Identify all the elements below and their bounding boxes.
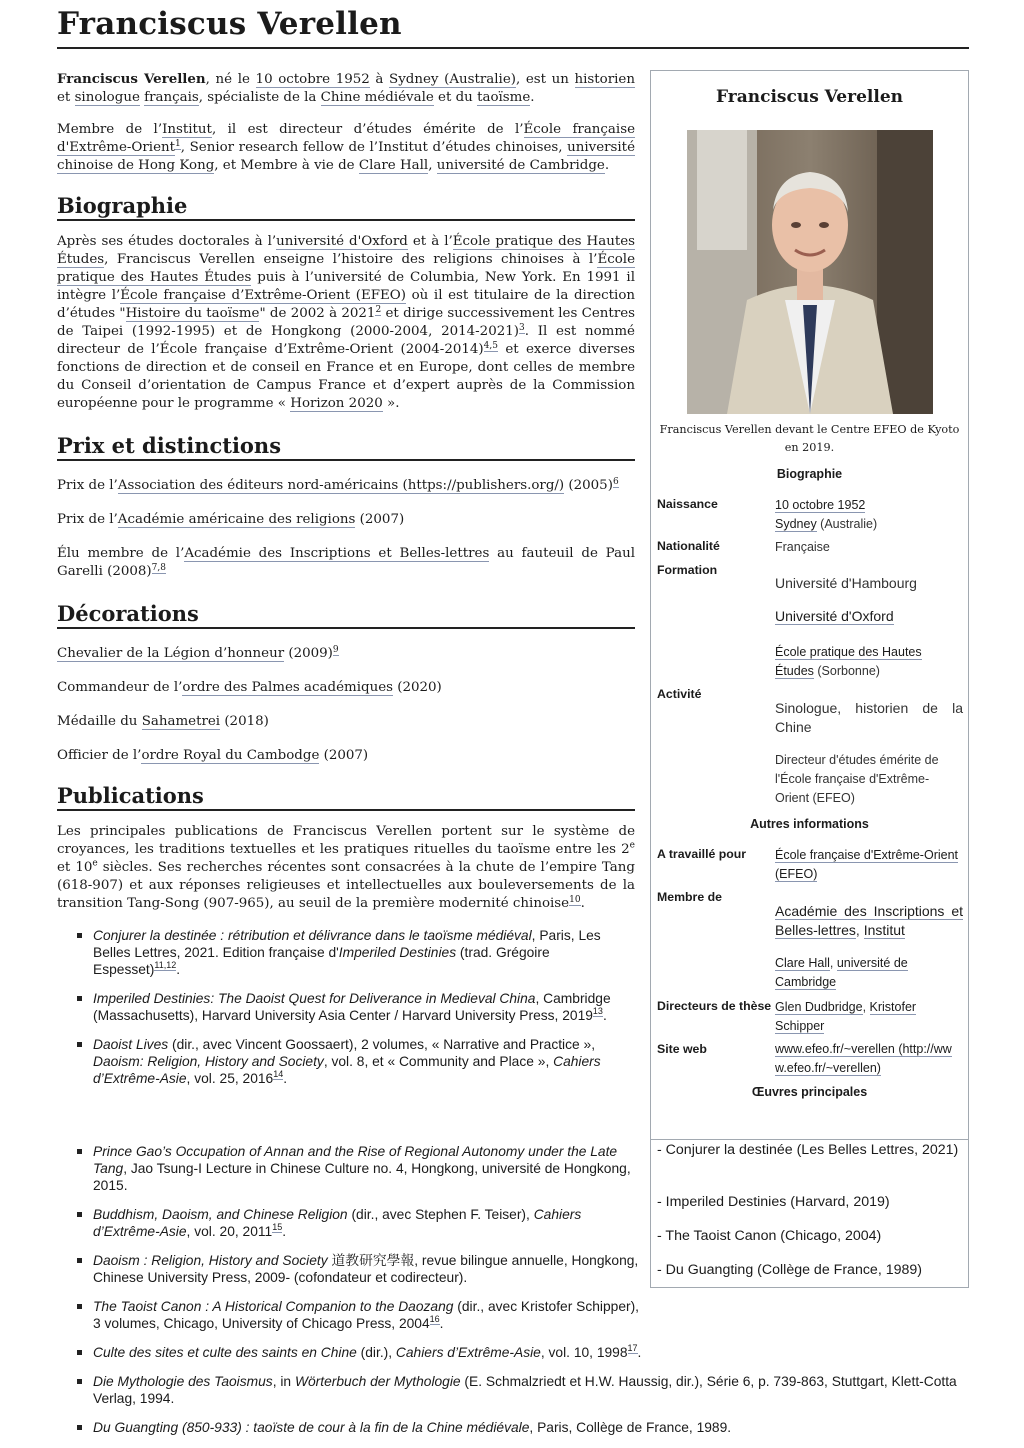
label-formation: Formation <box>657 563 718 577</box>
value-nationalite: Française <box>775 540 830 554</box>
infobox-section-autres: Autres informations <box>750 817 869 831</box>
ref-1[interactable]: 1 <box>175 138 181 149</box>
value-formation: Université d'Hambourg <box>775 575 917 591</box>
chevalier-link[interactable]: Chevalier de la <box>57 646 164 661</box>
oeuvre-item: - Conjurer la destinée (Les Belles Lettres, 2021) <box>657 1142 959 1158</box>
chine-medievale-link[interactable]: Chine médiévale <box>320 90 434 105</box>
oeuvre-item: - The Taoist Canon (Chicago, 2004) <box>657 1228 882 1244</box>
prix-item: Élu membre de l’Académie des Inscriptions et Belles-lettres au fauteuil de Paul Garelli $(2008)^{7,8}$ <box>57 546 635 579</box>
formation-ephe-link[interactable]: École pratique des Hautes Études <box>775 645 922 678</box>
list-item: The Taoist Canon : A Historical Companion to the Daozang (dir., avec Kristofer Schipper), 3 volumes, Chicago, University of Chicago Press, 2004$^{16}$. <box>57 1298 641 1332</box>
deco-item: Officier de l’ordre Royal du Cambodge (2007) <box>57 748 369 763</box>
formation-oxford-link[interactable]: Université d'Oxford <box>775 608 894 624</box>
label-membre: Membre de <box>657 890 722 904</box>
clare-hall-link[interactable]: Clare Hall <box>358 158 429 173</box>
list-item: Prince Gao’s Occupation of Annan and the Rise of Regional Autonomy under the Late Tang, Jao Tsung-I Lecture in Chinese Culture no. 4, Hongkong, université de Hongkong, 2015. <box>57 1143 641 1194</box>
infobox: Franciscus Verellen Franciscus Verellen devant le Centre EFEO de Kyoto en 2019. Biographie Naissance 10 octobre 1952 Sydney (Australie) Nationalité Française Formation Université d'Hambourg Université d'Oxford École pratique des Hautes Études (Sorbonne) Activité Sinologue, historien de la Chine Directeur d'études émérite de l'École française d'Extrême-Orient (EFEO) Autres informations A travaillé pour École française d'Extrême-Orient (EFEO) Membre de Académie des Inscriptions et Belles-lettres, Institut Clare Hall, université de Cambridge Directeurs de thèse Glen Dudbridge, Kristofer Schipper Site web www.efeo.fr/~verellen (http://www.efeo.fr/~verellen) Œuvres principales <box>650 70 969 1140</box>
taoisme-link[interactable]: taoïsme <box>477 90 531 105</box>
ref-3[interactable]: 3 <box>518 322 525 333</box>
historien-link[interactable]: historien <box>574 72 635 87</box>
value-activite: Sinologue, historien de la Chine <box>775 700 963 735</box>
ref-6[interactable]: 6 <box>612 476 619 487</box>
birth-date-link[interactable]: 10 octobre 1952 <box>255 72 370 87</box>
label-directeurs: Directeurs de thèse <box>657 999 772 1013</box>
prix-item: Prix de l’Association des éditeurs nord-américains (https://publishers.org/) $(2005)^6$ <box>57 476 619 493</box>
horizon-2020-link[interactable]: Horizon 2020 <box>290 396 383 411</box>
sahametrei-link[interactable]: Sahametrei <box>141 714 221 729</box>
subject-name: Franciscus Verellen <box>57 71 206 87</box>
label-travaille: A travaillé pour <box>657 847 747 861</box>
efeo-link[interactable]: École française d'Extrême-Orient <box>57 122 635 155</box>
birth-place-link[interactable]: Sydney <box>775 517 817 531</box>
institut-link[interactable]: Institut <box>162 122 212 137</box>
list-item: Die Mythologie des Taoismus, in Wörterbuch der Mythologie (E. Schmalzriedt et H.W. Haussig, dir.), Série 6, p. 739-863, Stuttgart, Klett-Cotta Verlag, 1994. <box>57 1373 969 1407</box>
sinologue-link[interactable]: sinologue <box>74 90 140 105</box>
label-site-web: Site web <box>657 1042 707 1056</box>
list-item: Du Guangting (850-933) : taoïste de cour à la fin de la Chine médiévale, Paris, Collège de France, 1989. <box>57 1419 969 1436</box>
value-naissance: 10 octobre 1952 Sydney (Australie) <box>775 498 878 531</box>
travaille-efeo-link[interactable]: École française d'Extrême-Orient (EFEO) <box>775 848 959 881</box>
publication-list <box>57 927 635 1087</box>
list-item: Conjurer la destinée : rétribution et délivrance dans le taoïsme médiéval, Paris, Les Belles Lettres, 2021. Edition française d'Imperiled Destinies (trad. Grégoire Espesset)$^{11,12}$. <box>57 927 635 978</box>
legion-honneur-link[interactable]: Légion d’honneur <box>163 646 285 661</box>
list-item: Daoism : Religion, History and Society 道教研究學報, revue bilingue annuelle, Hongkong, Chinese University Press, 2009- (cofondateur et codirecteur). <box>57 1252 641 1286</box>
infobox-section-biographie: Biographie <box>776 467 843 481</box>
oxford-link[interactable]: université d'Oxford <box>276 234 408 249</box>
ephe-link-2[interactable]: École pratique des Hautes Études <box>57 252 635 285</box>
ref-4-5[interactable]: 4,5 <box>483 340 498 351</box>
title-divider <box>57 47 969 49</box>
label-nationalite: Nationalité <box>657 539 720 553</box>
intro-paragraph-2: Membre de l’Institut, il est directeur d’études émérite de l’École française d'Extrême-Orient$^1$, Senior research fellow de l’Institut d’études chinoises, université chinoise de Hong Kong, et Membre à vie de Clare Hall, université de Cambridge. <box>57 122 635 173</box>
intro-paragraph: Franciscus Verellen, né le 10 octobre 1952 à Sydney (Australie), est un historien et sinologue français, spécialiste de la Chine médiévale et du taoïsme. <box>57 71 635 105</box>
portrait-image <box>687 130 933 414</box>
membre-institut-link[interactable]: Institut <box>863 922 905 938</box>
prix-inscriptions-link[interactable]: Académie des Inscriptions et Belles-lettres <box>184 546 490 561</box>
label-activite: Activité <box>657 687 702 701</box>
value-activite-2: Directeur d'études émérite de l'École française d'Extrême-Orient (EFEO) <box>775 753 939 805</box>
list-item: Imperiled Destinies: The Daoist Quest for Deliverance in Medieval China, Cambridge (Massachusetts), Harvard University Asia Center / Harvard University Press, 2019$^{13}$. <box>57 990 635 1024</box>
infobox-section-oeuvres: Œuvres principales <box>751 1085 868 1099</box>
ref-10[interactable]: 10 <box>569 894 581 905</box>
membre-cambridge-link[interactable]: université de Cambridge <box>775 956 908 989</box>
ref-11-12[interactable]: 11,12 <box>154 960 177 971</box>
cambridge-link[interactable]: université de Cambridge <box>436 158 605 173</box>
ref-14[interactable]: 14 <box>273 1069 284 1080</box>
prix-academie-link[interactable]: Académie américaine des religions <box>117 512 356 527</box>
ref-15[interactable]: 15 <box>272 1222 283 1233</box>
ref-9[interactable]: 9 <box>332 644 339 655</box>
membre-academie-link[interactable]: Académie des Inscriptions et Belles-lettres <box>775 903 963 938</box>
oeuvre-item: - Du Guangting (Collège de France, 1989) <box>657 1262 922 1278</box>
biography-paragraph: Après ses études doctorales à l’université d'Oxford et à l’École pratique des Hautes Études, Franciscus Verellen enseigne l’histoire des religions chinoises à l’École pratique des Hautes Études puis à l’université de Columbia, New York. En 1991 il intègre l’École française d’Extrême-Orient (EFEO) où il est titulaire de la direction d’études "Histoire du taoïsme" de 2002 à 2021$^2$ et dirige successivement les Centres de Taipei (1992-1995) et de Hongkong (2000-2004, 2014-2021)$^3$. Il est nommé directeur de l’École française d’Extrême-Orient (2004-2014)$^{4,5}$ et exerce diverses fonctions de direction et de conseil en France et en Europe, dont celles de membre du Conseil d’orientation de Campus France et d’expert auprès de la Commission européenne pour le programme « Horizon 2020 ». <box>57 234 636 411</box>
list-item: Culte des sites et culte des saints en Chine (dir.), Cahiers d’Extrême-Asie, vol. 10, 1998$^{17}$. <box>57 1344 969 1361</box>
article <box>57 0 969 1435</box>
birth-date-link[interactable]: 10 octobre 1952 <box>775 498 866 512</box>
francais-link[interactable]: français <box>144 90 199 105</box>
infobox-title: Franciscus Verellen <box>716 87 903 107</box>
prix-association-link[interactable]: Association des éditeurs nord-américains (https://publishers.org/) <box>117 478 565 493</box>
ref-7-8[interactable]: 7,8 <box>151 562 166 573</box>
palmes-link[interactable]: ordre des Palmes académiques <box>182 680 393 695</box>
ref-13[interactable]: 13 <box>592 1006 603 1017</box>
oeuvre-item: - Imperiled Destinies (Harvard, 2019) <box>657 1194 890 1210</box>
ephe-link[interactable]: École pratique des Hautes Études <box>57 234 635 267</box>
deco-item: Commandeur de l’ordre des Palmes académiques (2020) <box>57 680 442 695</box>
portrait-photo <box>687 130 933 414</box>
prix-item: Prix de l’Académie américaine des religions (2007) <box>57 512 405 527</box>
deco-item: Médaille du Sahametrei (2018) <box>57 714 269 729</box>
section-heading-publications: Publications <box>57 787 635 811</box>
cuhk-link[interactable]: université chinoise de Hong Kong <box>57 140 635 173</box>
main-column <box>57 70 635 1099</box>
ref-16[interactable]: 16 <box>429 1314 440 1325</box>
histoire-taoisme-link[interactable]: Histoire du taoïsme <box>125 306 260 321</box>
label-naissance: Naissance <box>657 497 718 511</box>
directeur-schipper-link[interactable]: Kristofer Schipper <box>775 1000 917 1033</box>
section-heading-biographie: Biographie <box>57 197 635 221</box>
site-web-link[interactable]: www.efeo.fr/~verellen (http://www.efeo.fr/~verellen) <box>775 1042 952 1075</box>
infobox-works <box>650 1137 969 1288</box>
publications-paragraph: Les principales publications de Franciscus Verellen portent sur le système de croyances, les traditions textuelles et les pratiques rituelles du taoïsme entre les 2e et 10e siècles. Ses recherches récentes sont consacrées à la chute de l’empire Tang (618-907) et aux réponses religieuses et intellectuelles aux bouleversements de la transition Tang-Song (907-965), au seuil de la première modernité chinoise$^{10}$. <box>57 824 635 911</box>
page-title: Franciscus Verellen <box>57 6 402 42</box>
list-item: Daoist Lives (dir., avec Vincent Goossaert), 2 volumes, « Narrative and Practice », Daoism: Religion, History and Society, vol. 8, et « Community and Place », Cahiers d’Extrême-Asie, vol. 25, 2016$^{14}$. <box>57 1036 635 1087</box>
photo-caption: Franciscus Verellen devant le Centre EFEO de Kyoto en 2019. <box>659 423 960 454</box>
section-heading-decorations: Décorations <box>57 605 635 629</box>
membre-clare-link[interactable]: Clare Hall <box>775 956 830 970</box>
ref-17[interactable]: 17 <box>627 1343 638 1354</box>
birth-place-link[interactable]: Sydney (Australie) <box>389 72 516 87</box>
ordre-royal-link[interactable]: ordre Royal du Cambodge <box>141 748 320 763</box>
efeo-link-2[interactable]: École française d’Extrême-Orient (EFEO) <box>120 288 407 303</box>
directeur-dudbridge-link[interactable]: Glen Dudbridge <box>775 1000 863 1014</box>
list-item: Buddhism, Daoism, and Chinese Religion (dir., avec Stephen F. Teiser), Cahiers d’Extrême-Asie, vol. 20, 2011$^{15}$. <box>57 1206 641 1240</box>
section-heading-prix: Prix et distinctions <box>57 437 635 461</box>
ref-2[interactable]: 2 <box>375 304 382 315</box>
deco-item: Chevalier de la Légion d’honneur $(2009)^9$ <box>57 644 339 661</box>
